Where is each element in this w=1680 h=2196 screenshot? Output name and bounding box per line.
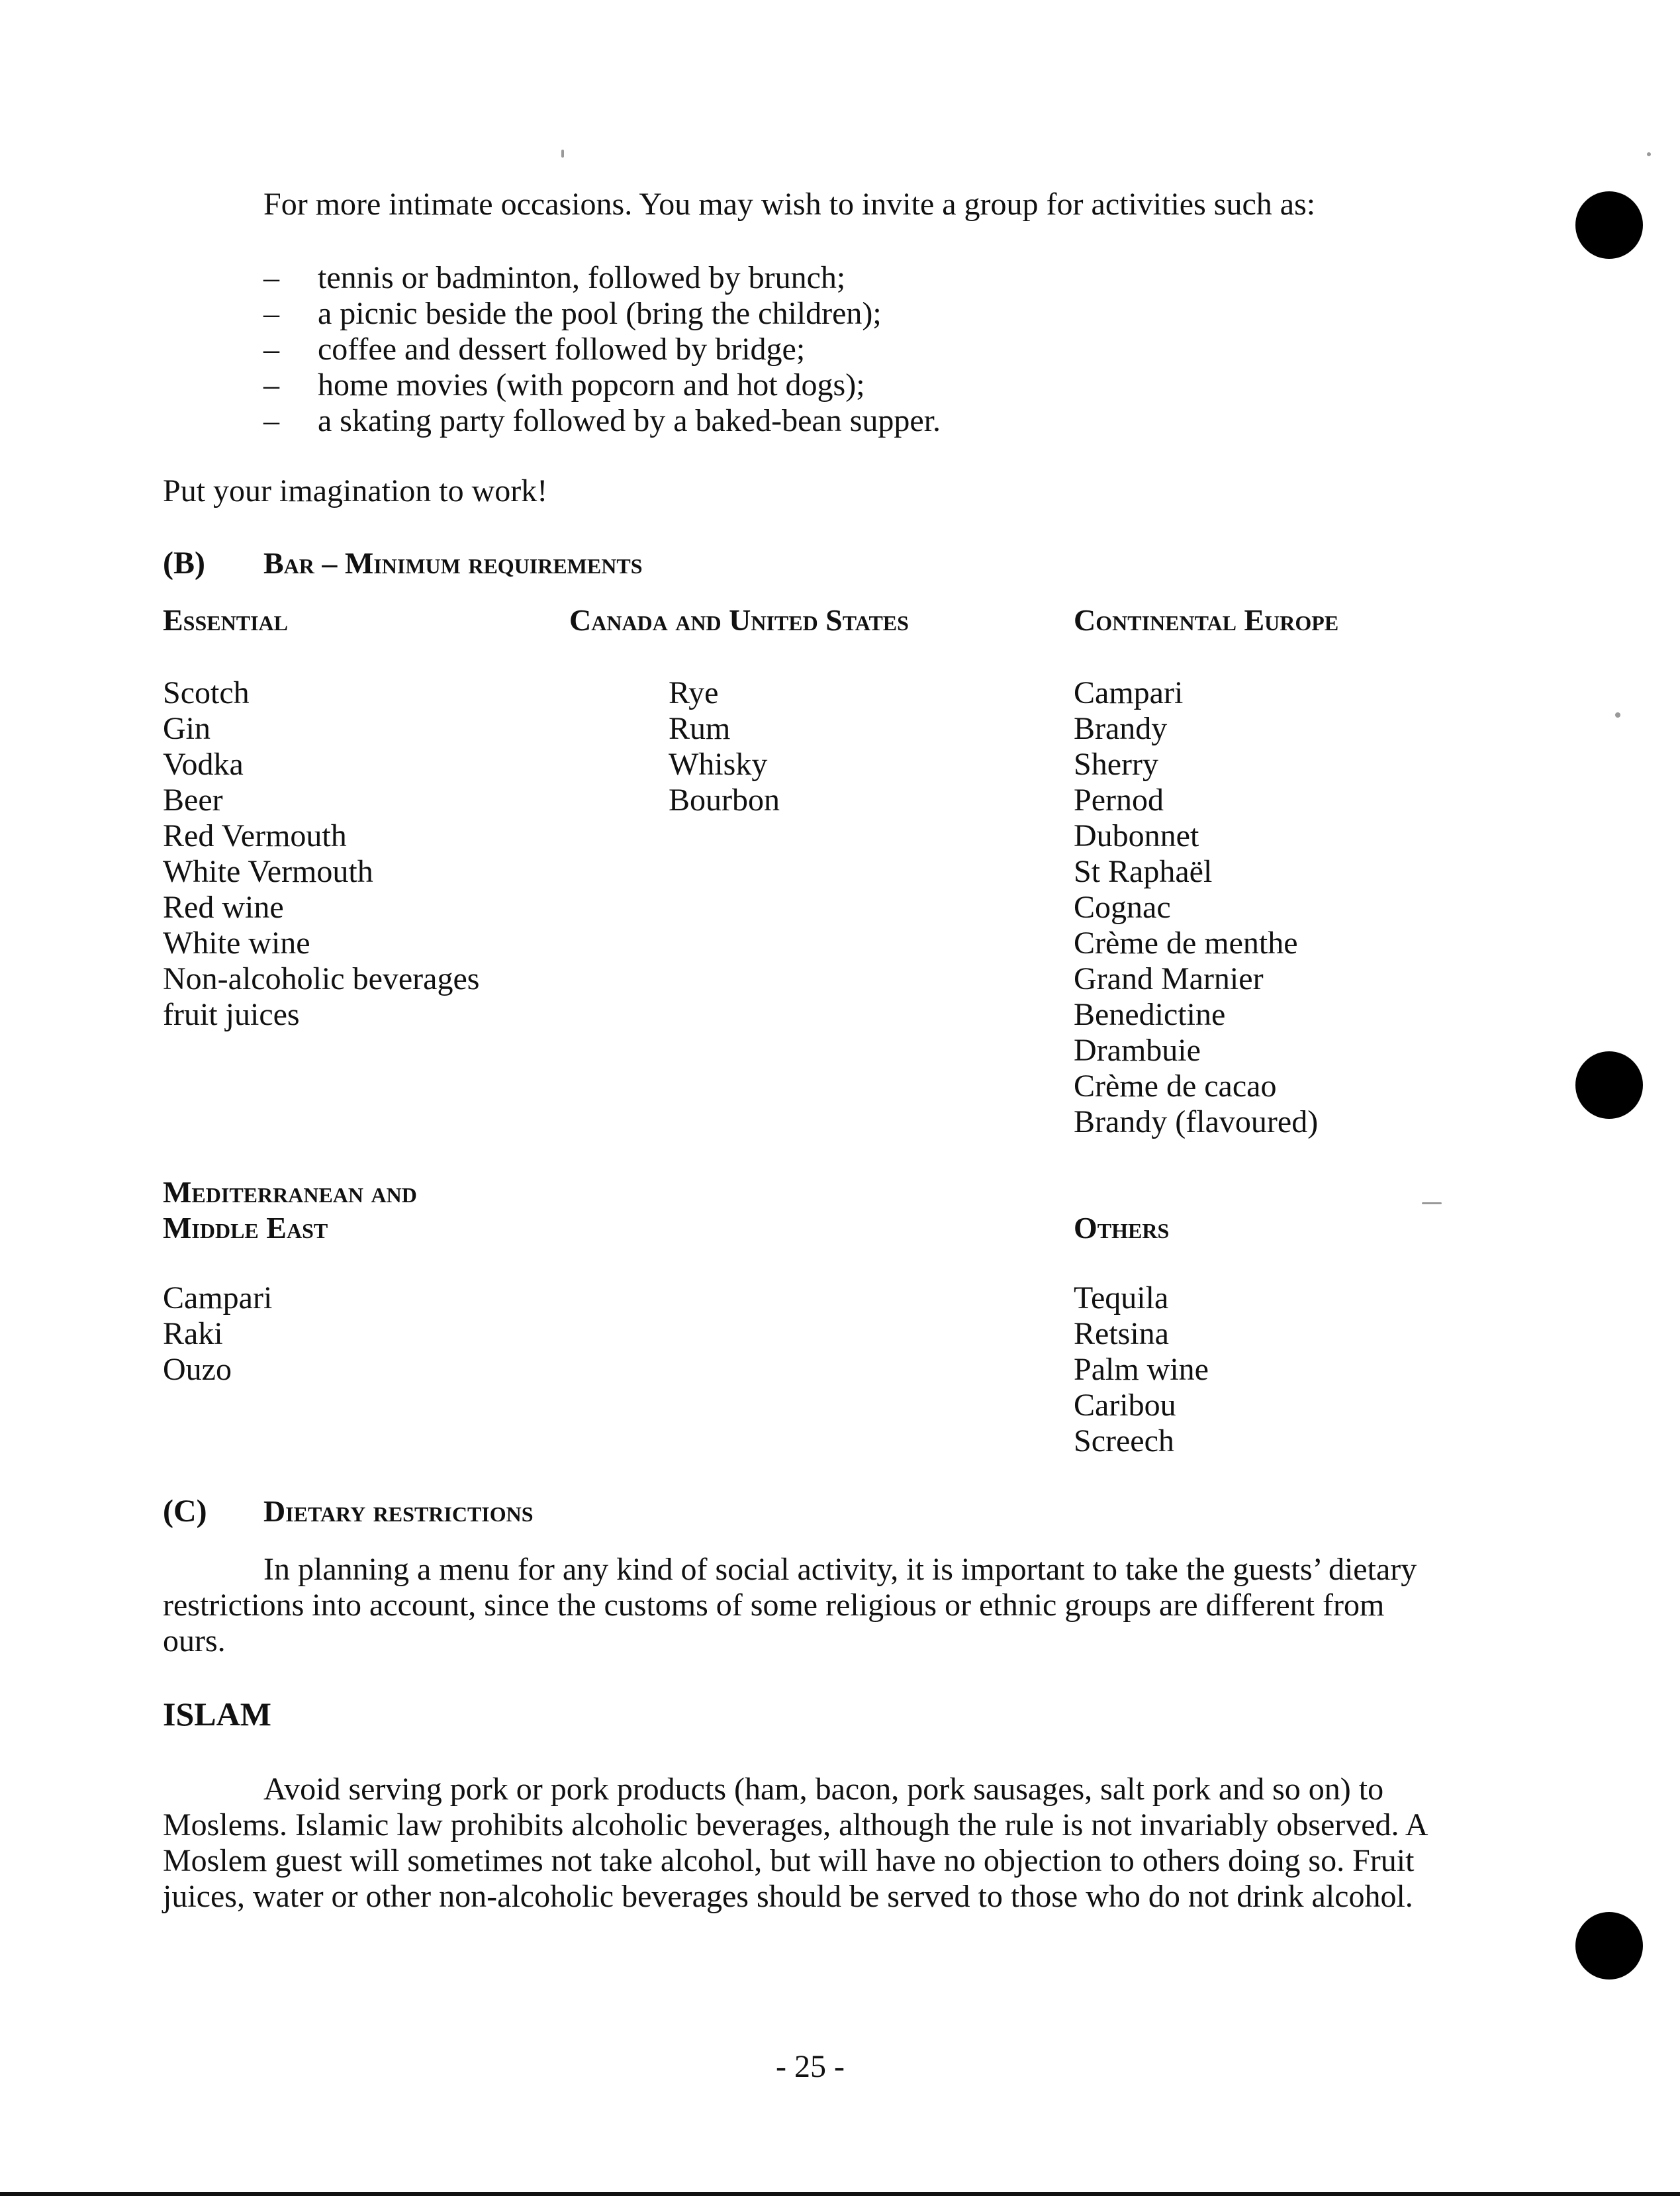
list-item: – a skating party followed by a baked-bean supper. — [263, 403, 941, 438]
continental-europe-list — [1074, 675, 1318, 1140]
essential-list — [163, 675, 479, 1033]
list-item: Pernod — [1074, 783, 1164, 818]
continental-europe-heading: Continental Europe — [1074, 603, 1339, 637]
mediterranean-heading-line1: Mediterranean and — [163, 1175, 417, 1209]
list-item: Brandy — [1074, 711, 1168, 746]
dietary-paragraph: In planning a menu for any kind of social activity, it is important to take the guests’ dietary restrictions into account, since the customs of some religious or ethnic groups are different from ours. — [163, 1552, 1417, 1658]
scan-speck — [1615, 712, 1620, 718]
list-item: Bourbon — [669, 783, 780, 818]
scan-speck — [1422, 1202, 1442, 1204]
islam-heading: ISLAM — [163, 1695, 271, 1733]
scan-speck — [561, 150, 564, 158]
list-item: Red wine — [163, 890, 284, 925]
list-item: Campari — [163, 1280, 273, 1315]
list-dash: – — [263, 332, 279, 367]
essential-heading: Essential — [163, 603, 288, 637]
list-item: fruit juices — [163, 997, 300, 1032]
closing-line: Put your imagination to work! — [163, 473, 548, 508]
list-item: Vodka — [163, 747, 244, 782]
section-b-label: (B) — [163, 546, 205, 581]
list-item: Screech — [1074, 1423, 1174, 1458]
section-c-title: Dietary restrictions — [263, 1494, 534, 1528]
list-item: Raki — [163, 1316, 223, 1351]
list-item: Palm wine — [1074, 1352, 1209, 1387]
list-item: Drambuie — [1074, 1033, 1201, 1068]
list-item: St Raphaël — [1074, 854, 1213, 889]
list-item: Cognac — [1074, 890, 1171, 925]
list-dash: – — [263, 260, 279, 295]
activity-list — [263, 260, 941, 439]
mediterranean-heading-line2: Middle East — [163, 1211, 328, 1245]
list-item: Benedictine — [1074, 997, 1226, 1032]
list-item: Crème de menthe — [1074, 926, 1298, 961]
list-item: Rye — [669, 675, 719, 710]
list-item: – home movies (with popcorn and hot dogs); — [263, 367, 865, 403]
list-item: Campari — [1074, 675, 1184, 710]
list-item: Crème de cacao — [1074, 1069, 1277, 1104]
page-number: - 25 - — [776, 2049, 845, 2084]
list-item: Brandy (flavoured) — [1074, 1104, 1319, 1139]
list-item: Rum — [669, 711, 731, 746]
list-dash: – — [263, 296, 279, 331]
list-item: Retsina — [1074, 1316, 1169, 1351]
list-item: – coffee and dessert followed by bridge; — [263, 332, 806, 367]
page-bottom-border — [0, 2192, 1680, 2196]
list-item: Ouzo — [163, 1352, 232, 1387]
list-dash: – — [263, 367, 279, 403]
canada-us-heading: Canada and United States — [569, 603, 909, 637]
others-list — [1074, 1280, 1209, 1459]
islam-paragraph: Avoid serving pork or pork products (ham, bacon, pork sausages, salt pork and so on) to Moslems. Islamic law prohibits alcoholic beverages, although the rule is not invariably observed. A Moslem guest will sometimes not take alcohol, but will have no objection to others doing so. Fruit juices, water or other non-alcoholic beverages should be served to those who do not drink alcohol. — [163, 1772, 1426, 1914]
others-heading: Others — [1074, 1211, 1170, 1245]
punch-hole-middle — [1575, 1051, 1643, 1119]
list-item: White wine — [163, 926, 310, 961]
list-item: – tennis or badminton, followed by brunch; — [263, 260, 846, 295]
list-item: Dubonnet — [1074, 818, 1199, 853]
list-item: Non-alcoholic beverages — [163, 961, 480, 996]
list-item: Whisky — [669, 747, 768, 782]
section-c-label: (C) — [163, 1494, 207, 1529]
list-item: – a picnic beside the pool (bring the children); — [263, 296, 882, 331]
list-item: Tequila — [1074, 1280, 1169, 1315]
list-dash: – — [263, 403, 279, 438]
list-item: Sherry — [1074, 747, 1158, 782]
scan-speck — [1647, 152, 1651, 156]
list-item: Red Vermouth — [163, 818, 347, 853]
mediterranean-list — [163, 1280, 272, 1388]
list-item: Gin — [163, 711, 210, 746]
punch-hole-top — [1575, 191, 1643, 259]
section-b-title: Bar – Minimum requirements — [263, 546, 643, 580]
list-item: Beer — [163, 783, 223, 818]
canada-us-list — [669, 675, 780, 818]
list-item: White Vermouth — [163, 854, 373, 889]
list-item: Caribou — [1074, 1388, 1176, 1423]
punch-hole-bottom — [1575, 1912, 1643, 1980]
intro-sentence: For more intimate occasions. You may wish to invite a group for activities such as: — [263, 187, 1316, 222]
list-item: Scotch — [163, 675, 250, 710]
list-item: Grand Marnier — [1074, 961, 1264, 996]
